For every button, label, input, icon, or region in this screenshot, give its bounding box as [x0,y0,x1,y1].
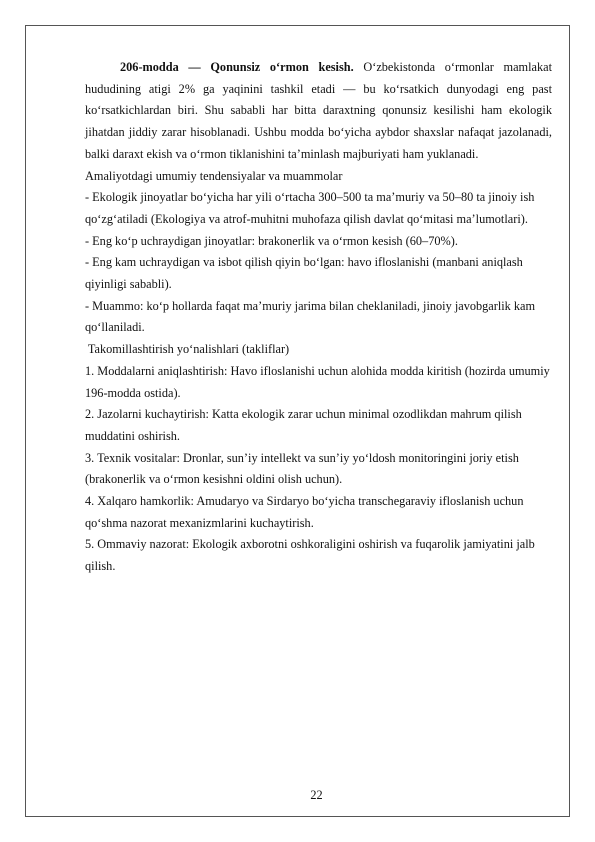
trend-item: - Ekologik jinoyatlar bo‘yicha har yili o‘rtacha 300–500 ta ma’muriy va 50–80 ta jinoiy ish qo‘zg‘atiladi (Ekologiya va atrof-muhitni muhofaza qilish davlat qo‘mitasi ma’lumotlari). [85,190,535,226]
article-heading: 206-modda — Qonunsiz o‘rmon kesish. [120,60,354,74]
proposals-heading: Takomillashtirish yo‘nalishlari (takliflar) [85,342,290,357]
page-number: 22 [310,788,323,802]
proposal-item: 3. Texnik vositalar: Dronlar, sun’iy intellekt va sun’iy yo‘ldosh monitoringini joriy etish (brakonerlik va o‘rmon kesishni oldini olish uchun). [85,450,519,487]
proposal-item: 2. Jazolarni kuchaytirish: Katta ekologik zarar uchun minimal ozodlikdan mahrum qilish muddatini oshirish. [85,407,522,443]
proposal-item: 4. Xalqaro hamkorlik: Amudaryo va Sirdaryo bo‘yicha transchegaraviy ifloslanish uchun qo‘shma nazorat mexanizmlarini kuchaytirish. [85,494,524,530]
trend-item: - Muammo: ko‘p hollarda faqat ma’muriy jarima bilan cheklaniladi, jinoiy javobgarlik kam qo‘llaniladi. [85,298,536,335]
article-paragraph [85,57,552,166]
trends-heading: Amaliyotdagi umumiy tendensiyalar va muammolar [85,168,343,183]
article-body: O‘zbekistonda o‘rmonlar mamlakat hududining atigi 2% ga yaqinini tashkil etadi — bu ko‘rsatkich dunyodagi eng past ko‘rsatkichlardan biri. Shu sababli har bitta daraxtning qonunsiz kesilishi ham ekologik jihatdan jiddiy zarar hisoblanadi. Ushbu modda bo‘yicha aybdor shaxslar nafaqat jazolanadi, balki daraxt ekish va o‘rmon tiklanishini ta’minlash majburiyati ham yuklanadi. [85,60,553,161]
page-content [85,57,552,578]
trend-item: - Eng ko‘p uchraydigan jinoyatlar: brakonerlik va o‘rmon kesish (60–70%). [85,233,458,248]
trend-item: - Eng kam uchraydigan va isbot qilish qiyin bo‘lgan: havo ifloslanishi (manbani aniqlash qiyinligi sababli). [85,255,523,292]
proposal-item: 1. Moddalarni aniqlashtirish: Havo ifloslanishi uchun alohida modda kiritish (hozirda umumiy 196-modda ostida). [85,363,550,400]
proposal-item: 5. Ommaviy nazorat: Ekologik axborotni oshkoraligini oshirish va fuqarolik jamiyatini jalb qilish. [85,537,535,574]
